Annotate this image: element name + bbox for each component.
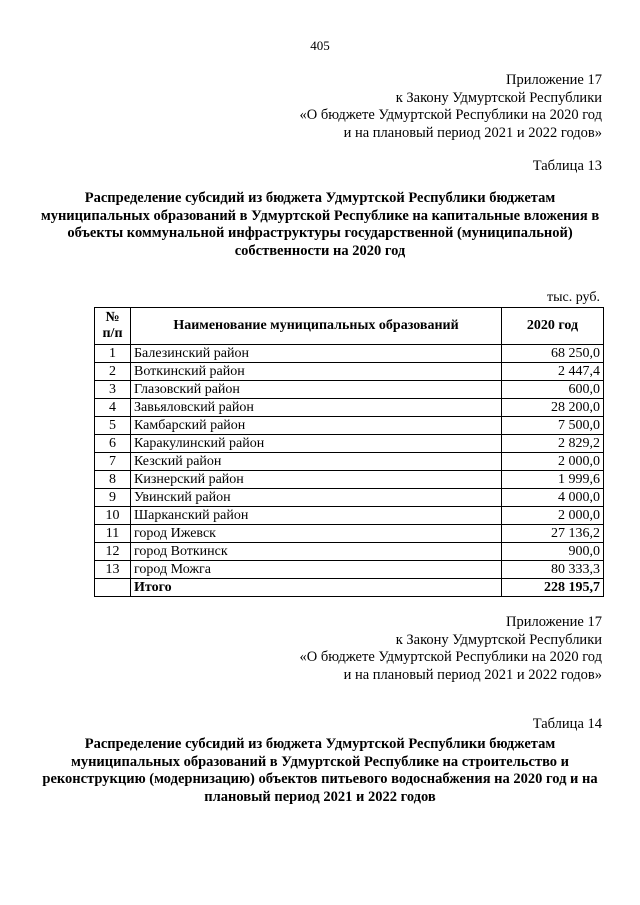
- row-num-cell: 11: [95, 525, 131, 543]
- appendix-line: к Закону Удмуртской Республики: [395, 631, 602, 648]
- appendix-line: Приложение 17: [506, 72, 602, 88]
- row-value-cell: 2 829,2: [502, 435, 604, 453]
- row-num-cell: 1: [95, 345, 131, 363]
- appendix-block-1: [300, 72, 602, 142]
- row-num-cell: 12: [95, 543, 131, 561]
- row-value-cell: 2 000,0: [502, 453, 604, 471]
- row-name-cell: Увинский район: [131, 489, 502, 507]
- table-row: [95, 381, 604, 399]
- total-row: [95, 579, 604, 597]
- appendix-line: Приложение 17: [506, 614, 602, 630]
- table-body: [95, 345, 604, 579]
- table-row: [95, 435, 604, 453]
- row-value-cell: 900,0: [502, 543, 604, 561]
- row-value-cell: 1 999,6: [502, 471, 604, 489]
- table-header-row: [95, 308, 604, 345]
- table-13-title: Распределение субсидий из бюджета Удмуртской Республики бюджетам муниципальных образований в Удмуртской Республике на капитальные вложения в объекты коммунальной инфраструктуры государственной (муниципальной) собственности на 2020 год: [40, 190, 600, 259]
- row-num-cell: 6: [95, 435, 131, 453]
- row-name-cell: Воткинский район: [131, 363, 502, 381]
- row-num-cell: 9: [95, 489, 131, 507]
- appendix-line: «О бюджете Удмуртской Республики на 2020 год: [299, 649, 602, 665]
- header-name: Наименование муниципальных образований: [131, 308, 502, 345]
- total-num-cell: [95, 579, 131, 597]
- table-row: [95, 399, 604, 417]
- row-name-cell: Каракулинский район: [131, 435, 502, 453]
- row-name-cell: Балезинский район: [131, 345, 502, 363]
- row-value-cell: 600,0: [502, 381, 604, 399]
- row-num-cell: 7: [95, 453, 131, 471]
- row-num-cell: 10: [95, 507, 131, 525]
- table-row: [95, 417, 604, 435]
- row-name-cell: Кизнерский район: [131, 471, 502, 489]
- table-14-label: Таблица 14: [532, 716, 602, 732]
- row-num-cell: 4: [95, 399, 131, 417]
- row-name-cell: Глазовский район: [131, 381, 502, 399]
- table-row: [95, 471, 604, 489]
- appendix-line: и на плановый период 2021 и 2022 годов»: [343, 124, 602, 141]
- row-num-cell: 5: [95, 417, 131, 435]
- row-value-cell: 7 500,0: [502, 417, 604, 435]
- table-row: [95, 363, 604, 381]
- page-number: 405: [310, 38, 330, 53]
- row-name-cell: город Воткинск: [131, 543, 502, 561]
- appendix-line: к Закону Удмуртской Республики: [395, 89, 602, 106]
- row-num-cell: 8: [95, 471, 131, 489]
- table-row: [95, 525, 604, 543]
- row-value-cell: 27 136,2: [502, 525, 604, 543]
- row-name-cell: город Ижевск: [131, 525, 502, 543]
- table-13-label: Таблица 13: [532, 158, 602, 174]
- table-row: [95, 345, 604, 363]
- header-year: 2020 год: [502, 308, 604, 345]
- total-value: 228 195,7: [502, 579, 604, 597]
- row-name-cell: Шарканский район: [131, 507, 502, 525]
- subsidies-table: [94, 307, 604, 597]
- appendix-line: и на плановый период 2021 и 2022 годов»: [343, 666, 602, 683]
- row-name-cell: Кезский район: [131, 453, 502, 471]
- table-row: [95, 561, 604, 579]
- total-label: Итого: [131, 579, 502, 597]
- header-num: № п/п: [95, 308, 131, 345]
- table-row: [95, 453, 604, 471]
- row-num-cell: 13: [95, 561, 131, 579]
- row-name-cell: город Можга: [131, 561, 502, 579]
- row-value-cell: 28 200,0: [502, 399, 604, 417]
- row-num-cell: 3: [95, 381, 131, 399]
- units-label: тыс. руб.: [547, 290, 600, 305]
- appendix-block-2: [300, 614, 602, 684]
- row-value-cell: 2 447,4: [502, 363, 604, 381]
- row-value-cell: 4 000,0: [502, 489, 604, 507]
- row-num-cell: 2: [95, 363, 131, 381]
- row-value-cell: 2 000,0: [502, 507, 604, 525]
- row-name-cell: Камбарский район: [131, 417, 502, 435]
- row-name-cell: Завьяловский район: [131, 399, 502, 417]
- table-row: [95, 507, 604, 525]
- table-row: [95, 543, 604, 561]
- table-row: [95, 489, 604, 507]
- row-value-cell: 80 333,3: [502, 561, 604, 579]
- table-14-title: Распределение субсидий из бюджета Удмуртской Республики бюджетам муниципальных образований в Удмуртской Республике на строительство и реконструкцию (модернизацию) объектов питьевого водоснабжения на 2020 год и на плановый период 2021 и 2022 годов: [42, 736, 598, 805]
- appendix-line: «О бюджете Удмуртской Республики на 2020 год: [299, 107, 602, 123]
- row-value-cell: 68 250,0: [502, 345, 604, 363]
